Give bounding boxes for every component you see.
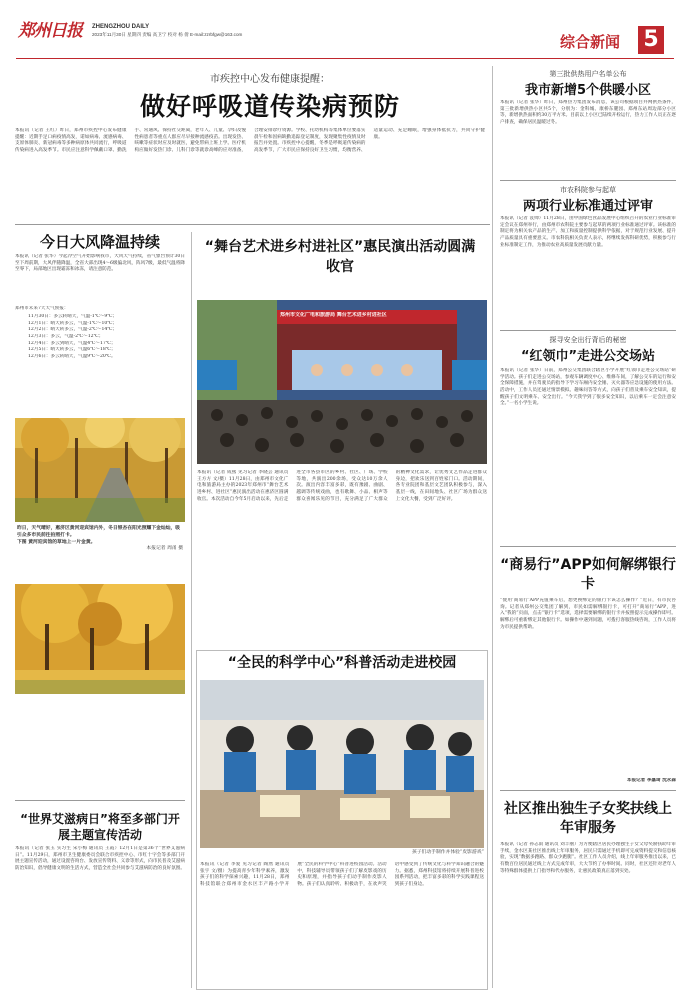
paper-name-en: ZHENGZHOU DAILY: [92, 24, 150, 30]
aids-headline: “世界艾滋病日”将至多部门开展主题宣传活动: [20, 812, 180, 842]
forecast-day: 12月5日：晴天转多云，气温6℃～18℃；: [28, 347, 116, 353]
aids-body: 本报讯（记者 张玉 实习生 宋小梅 通讯员 王霞）12月1日是第36个“世界艾滋病日”。11月29日，郑州市卫生健康委员会联合市疾控中心、市红十字会等多部门开展主题宣传活动，通过设置咨询台、发放宣传资料、义诊等形式，向市民普及艾滋病防治知识，倡导健康文明的生活方式，营造全社会共同参与艾滋病防治的良好氛围。: [15, 846, 185, 871]
lead-headline: 做好呼吸道传染病预防: [139, 92, 400, 121]
safety-headline: “红领巾”走进公交场站: [520, 349, 656, 364]
photo-caption-1: 昨日，天气晴好，惠济区黄河迎宾馆内外，冬日银杏在阳光照耀下金灿灿，吸引众多市民前往拍照打卡。: [17, 525, 181, 538]
section-title: 综合新闻: [560, 33, 621, 51]
app-body: “使用‘商易行’APP充值乘车后，想更换绑定的银行卡该怎么操作？”近日，有市民咨询。记者从郑州公交集团了解到，市民如需解绑银行卡，可打开“商易行”APP，进入“我的”页面，点击“银行卡”选项，选择需要解绑的银行卡并按照提示完成操作即可。解绑后可重新绑定其他银行卡。如操作中遇到问题，可拨打客服热线咨询，工作人员将为市民提供帮助。: [500, 598, 676, 630]
weather-rule: [15, 800, 185, 801]
masthead: [0, 0, 690, 62]
stage-photo: [197, 300, 487, 464]
forecast-title: 郑州市未来7天天气预报：: [15, 306, 69, 311]
paper-logo: 郑州日报: [18, 21, 82, 41]
ginkgo-path-image: [15, 418, 185, 522]
science-headline: “全民的科学中心”科普活动走进校园: [227, 655, 457, 671]
forecast-day: 12月1日：晴天转多云，气温-1℃～10℃；: [28, 320, 118, 326]
forecast-day: 11月30日：多云转晴天，气温-1℃～9℃；: [28, 314, 118, 319]
standard-rule: [500, 330, 676, 331]
forecast-day: 12月2日：晴天转多云，气温-2℃～14℃；: [28, 327, 118, 333]
ginkgo-caption: [17, 525, 183, 553]
app-rule: [500, 790, 676, 791]
weather-body: 本报讯（记者 张华）今起冷空气开始影响我市，大风天气持续，省气象台预计30日至下周前期，大风伴随降温，全省大部出现4～6级偏北风，阵风7级，最低气温将降至零下，局部地区出现霜冻和冰冻，请注意防范。: [15, 254, 185, 273]
science-body: 本报讯（记者 李爱 见习记者 陶然 通讯员 张宇 文/摄）为提高青少年科学素养，激发孩子们的科学探索兴趣，11月28日，郑州科技馆联合郑州市金水区丰产路小学开展“全民的科学中心”科普进校园活动。活动中，科技辅导员带领孩子们了解皮影戏的历史和原理，并指导孩子们动手制作皮影人物。孩子们认真聆听、积极动手，在欢声笑语中感受到了传统文化与科学知识融合的魅力。据悉，郑州科技馆将持续开展科普进校园系列活动，把丰富多彩的科学实践课程送到孩子们身边。: [200, 862, 484, 887]
forecast-day: 12月6日：多云转晴天，气温9℃～20℃。: [28, 353, 116, 359]
stage-headline: “舞台艺术进乡村进社区”惠民演出活动圆满收官: [204, 239, 476, 275]
masthead-rule: [16, 58, 674, 59]
column-divider-left: [191, 232, 192, 988]
community-headline: 社区推出独生子女奖扶线上年审服务: [504, 801, 672, 836]
science-caption: 孩子们动手制作并体验“皮影游戏”: [411, 850, 484, 855]
classroom-image: [200, 680, 484, 848]
heating-body: 本报讯（记者 张华）昨日，郑州热力集团发布消息，该公司根据项目并网供热条件，第三批新增供热小区共5个，分别为：金科城、康桥东麓园、郑州东站周边部分小区等，新增供热面积约30万平方米。目前以上小区已陆续开栓运行，热力工作人员正在逐户排查，确保居民温暖过冬。: [500, 100, 676, 125]
photo-credit: 本报记者 周甬 摄: [146, 545, 183, 551]
heating-headline: 我市新增5个供暖小区: [524, 83, 652, 98]
app-byline: 本报记者 李嘉琦 沈永森: [626, 778, 676, 783]
photo-caption-2: 下图 黄河迎宾馆的草地上一片金黄。: [17, 538, 96, 545]
heating-rule: [500, 180, 676, 181]
safety-rule: [500, 546, 676, 547]
safety-body: 本报讯（记者 张华）日前，郑州公交集团联合辖区小学开展“红领巾走进公交场站”研学活动。孩子们走进公交场站，参观车辆调度中心、维修车间，了解公交车的运行和安全保障措施，并在驾驶员的指导下学习车厢内安全锤、灭火器等应急设施的使用方法。活动中，工作人员还通过情景模拟、趣味问答等方式，向孩子们普及乘车安全知识，提醒孩子们文明乘车、安全出行。“今天我学到了很多安全知识，以后乘车一定会注意安全。”一名小学生说。: [500, 368, 676, 407]
science-photo: [200, 680, 484, 848]
standard-headline: 两项行业标准通过评审: [522, 199, 653, 214]
stage-banner-text: 郑州市文化广电和旅游局 舞台艺术进乡村进社区: [280, 312, 387, 318]
community-body: 本报讯（记者 孙志雨 通讯员 刘丰丽）为方便辖区居民办理独生子女父母奖励扶助年审手续，金水区某社区推出线上年审服务，居民只需通过手机即可完成资料提交和信息核验，实现“数据多跑路、群众少跑腿”。社区工作人员介绍，线上年审服务推出以来，已有数百位居民通过线上方式完成年审，大大节约了办事时间。同时，社区还针对老年人等特殊群体提供上门指导和代办服务，让惠民政策真正落到实处。: [500, 842, 676, 874]
heating-kicker: 第三批供热用户名单公布: [549, 70, 627, 78]
standard-body: 本报讯（记者 袁帅）11月28日，由中国绿色食品发展中心组织召开的农业行业标准审定会议在郑州举行，由郑州市农科院主要参与起草的两项行业标准通过评审。该标准的制定将为相关农产品的生产、加工和质量控制提供科学依据，对于规范行业发展、提升产品质量具有重要意义。市农科院相关负责人表示，将继续发挥科研优势，积极参与行业标准制定工作，为推动农业高质量发展贡献力量。: [500, 216, 676, 248]
column-divider-right: [492, 66, 493, 988]
forecast-day: 12月4日：多云到晴天，气温4℃～17℃；: [28, 340, 116, 346]
stage-body: 本报讯（记者 成燕 见习记者 李晓芸 通讯员 王方方 文/摄）11月28日，由郑州市文化广电和旅游局主办的2023年郑州市“舞台艺术进乡村、进社区”惠民演出活动在惠济区圆满收官。本次活动自今年5月启动以来，先后走进全市各县市区的乡村、社区、广场、学校等地，共演出200余场，受众达10万余人次。演出内容丰富多彩，既有豫剧、曲剧、越调等传统戏曲，也有歌舞、小品、相声等群众喜闻乐见的节目，充分满足了广大群众的精神文化需求，让优秀文艺作品走进群众身边，把欢乐送到百姓家门口。活动期间，各专业院团和基层文艺团队积极参与，深入基层一线，在田间地头、社区广场为群众送上文化大餐，受到广泛好评。: [197, 470, 487, 502]
ginkgo-grove-photo: [15, 584, 185, 694]
forecast-day: 12月3日：多云，气温-2℃～12℃；: [28, 333, 104, 339]
lead-rule: [15, 224, 490, 225]
standard-kicker: 市农科院参与起草: [560, 186, 616, 194]
ginkgo-path-photo: [15, 418, 185, 522]
ginkgo-grove-image: [15, 584, 185, 694]
page-number: 5: [638, 26, 664, 54]
lead-body: 本报讯（记者 王红）昨日，郑州市疾控中心发布健康提醒：近期手足口病疫情高发，诺如病毒、流感病毒、支原体肺炎、新冠病毒等多种病原体共同流行，呼吸道传染病进入高发季节。市民应注意科学佩戴口罩、勤洗手、常通风、保持社交距离，老年人、儿童、孕妇及慢性病患者等重点人群应尽早接种流感疫苗。出现发热、咳嗽等症状时应及时就医，避免带病上班上学。医疗机构应做好发热门诊、儿科门诊等就诊高峰的应对准备，合理安排诊疗资源。学校、托幼机构等集体单位要落实晨午检和因病缺勤追踪登记制度，发现聚集性疫情及时报告并处置。市疾控中心提醒，冬季是呼吸道传染病的高发季节，广大市民应保持良好卫生习惯，均衡营养、适量运动、充足睡眠，增强身体抵抗力，共同守护健康。: [15, 128, 485, 153]
forecast-list: [28, 314, 178, 361]
safety-kicker: 探寻安全出行背后的秘密: [549, 336, 627, 344]
stage-performance-image: [197, 300, 487, 464]
weather-headline: 今日大风降温持续: [39, 233, 160, 251]
date-line: 2023年11月30日 星期四 责编 高卫宁 校对 杨 倩 E-mail:zzrbfgw@163.com: [92, 32, 243, 37]
app-headline: “商易行”APP如何解绑银行卡: [500, 557, 676, 592]
lead-kicker: 市疾控中心发布健康提醒：: [210, 74, 330, 85]
